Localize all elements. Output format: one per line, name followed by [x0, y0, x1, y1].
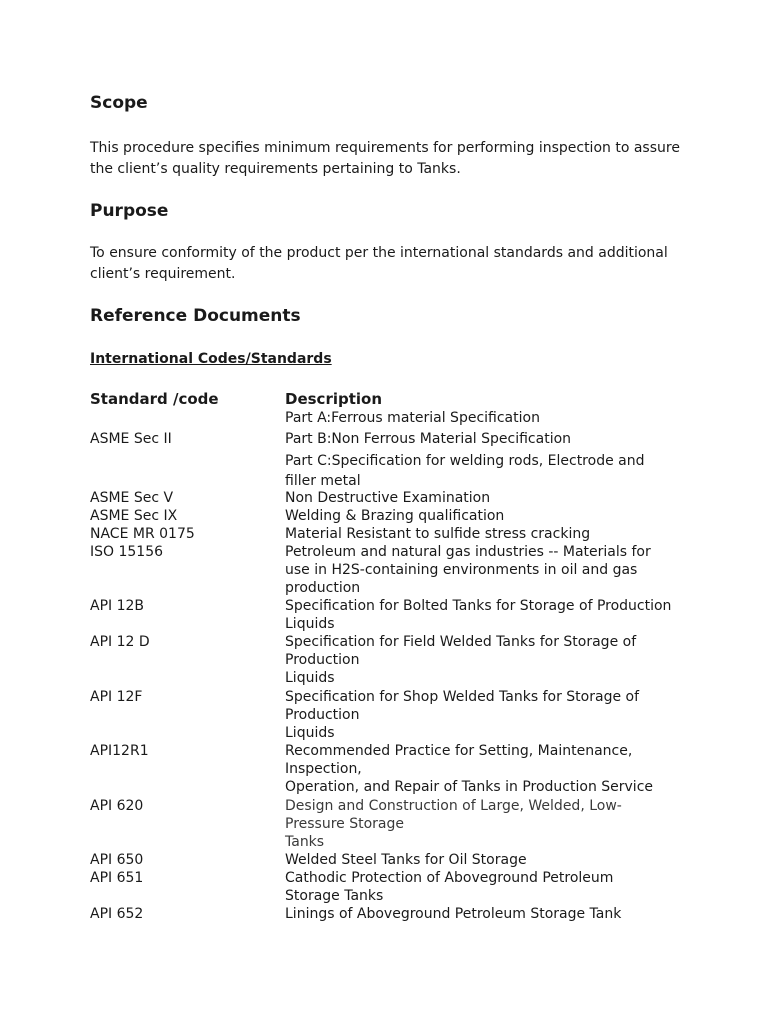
standard-description — [285, 597, 710, 633]
description-line: Specification for Shop Welded Tanks for Storage of — [285, 689, 640, 705]
standard-description — [285, 797, 710, 851]
description-line: Part B:Non Ferrous Material Specification — [285, 431, 572, 447]
description-line: Design and Construction of Large, Welded, Low- — [285, 798, 622, 814]
description-line: Part A:Ferrous material Specification — [285, 410, 540, 426]
description-line: Petroleum and natural gas industries -- Materials for — [285, 544, 651, 560]
standard-description — [285, 851, 710, 869]
standard-description — [285, 742, 710, 796]
purpose-heading: Purpose — [90, 201, 169, 221]
standard-description — [285, 525, 710, 543]
description-line: Liquids — [285, 616, 335, 632]
standard-code: API 652 — [90, 906, 144, 922]
description-line: Material Resistant to sulfide stress cracking — [285, 526, 591, 542]
description-line: production — [285, 580, 361, 596]
standard-description — [285, 507, 710, 525]
standard-code: ASME Sec IX — [90, 508, 178, 524]
description-line: Recommended Practice for Setting, Maintenance, — [285, 743, 633, 759]
description-line: Welded Steel Tanks for Oil Storage — [285, 852, 527, 868]
scope-heading: Scope — [90, 93, 148, 113]
standard-description — [285, 543, 710, 597]
description-line: Non Destructive Examination — [285, 490, 491, 506]
description-line: Production — [285, 652, 360, 668]
standard-description — [285, 451, 710, 491]
column-header-standard: Standard /code — [90, 390, 219, 408]
standard-description — [285, 688, 710, 742]
reference-documents-heading: Reference Documents — [90, 306, 301, 326]
column-header-description: Description — [285, 390, 383, 408]
description-line: Specification for Field Welded Tanks for Storage of — [285, 634, 637, 650]
standard-code: API 12F — [90, 689, 143, 705]
standard-code: API 12B — [90, 598, 145, 614]
standard-description — [285, 489, 710, 507]
description-line: Storage Tanks — [285, 888, 384, 904]
standard-description — [285, 409, 710, 427]
standard-code: NACE MR 0175 — [90, 526, 195, 542]
standard-description — [285, 430, 710, 448]
standard-code: API 650 — [90, 852, 144, 868]
scope-paragraph: This procedure specifies minimum requirements for performing inspection to assure the client’s quality requirements pertaining to Tanks. — [90, 140, 680, 177]
standard-code: API 620 — [90, 798, 144, 814]
description-line: Welding & Brazing qualification — [285, 508, 505, 524]
description-line: Linings of Aboveground Petroleum Storage Tank — [285, 906, 622, 922]
standard-code: ASME Sec V — [90, 490, 174, 506]
standard-code: API12R1 — [90, 743, 149, 759]
standard-description — [285, 869, 710, 905]
description-line: Liquids — [285, 725, 335, 741]
standard-code: ASME Sec II — [90, 431, 172, 447]
description-line: Tanks — [285, 834, 325, 850]
description-line: Cathodic Protection of Aboveground Petroleum — [285, 870, 614, 886]
description-line: use in H2S-containing environments in oil and gas — [285, 562, 638, 578]
description-line: Inspection, — [285, 761, 362, 777]
purpose-paragraph: To ensure conformity of the product per the international standards and additional client’s requirement. — [90, 245, 668, 282]
description-line: Liquids — [285, 670, 335, 686]
standard-code: API 12 D — [90, 634, 150, 650]
standard-code: ISO 15156 — [90, 544, 164, 560]
description-line: filler metal — [285, 473, 361, 489]
international-codes-subheading: International Codes/Standards — [90, 351, 332, 367]
description-line: Pressure Storage — [285, 816, 405, 832]
standard-description — [285, 633, 710, 687]
description-line: Specification for Bolted Tanks for Storage of Production — [285, 598, 672, 614]
description-line: Production — [285, 707, 360, 723]
standard-code: API 651 — [90, 870, 144, 886]
standard-description — [285, 905, 710, 923]
description-line: Operation, and Repair of Tanks in Production Service — [285, 779, 654, 795]
description-line: Part C:Specification for welding rods, Electrode and — [285, 453, 645, 469]
